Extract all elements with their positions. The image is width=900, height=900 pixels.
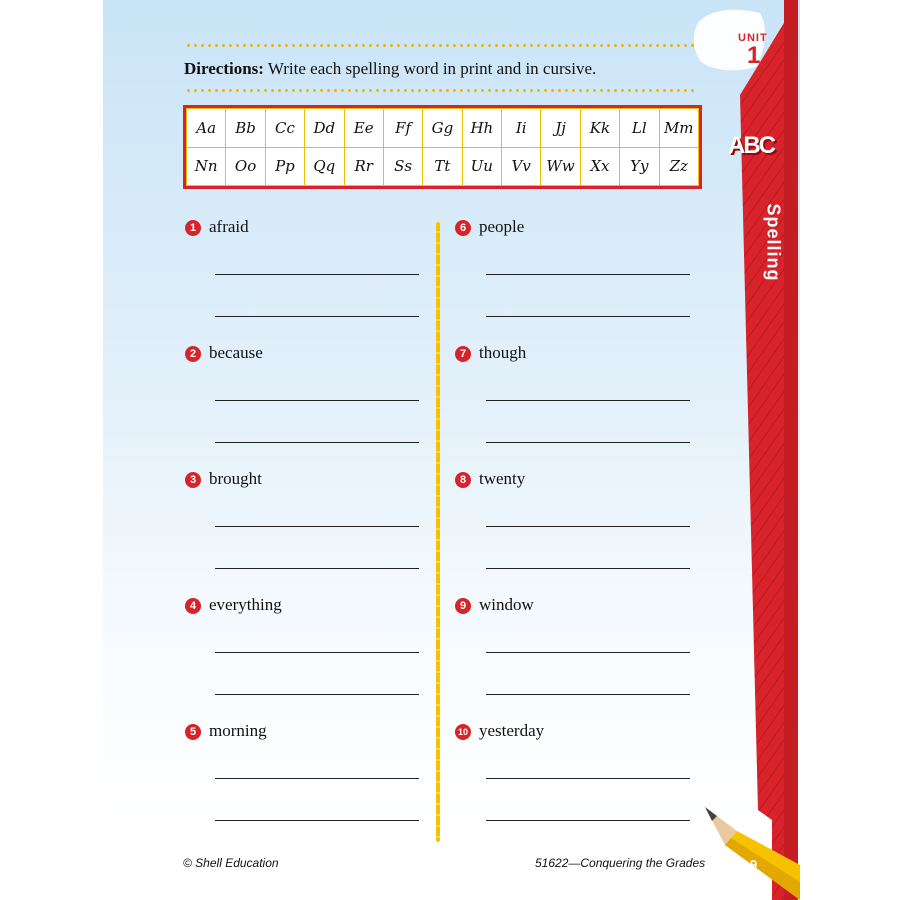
directions (184, 59, 596, 79)
alphabet-cell: Qq (305, 147, 344, 186)
cursive-writing-line[interactable] (215, 820, 419, 821)
alphabet-cell: Ll (620, 109, 659, 148)
alphabet-cell: Xx (580, 147, 619, 186)
item-number-badge: 7 (455, 346, 471, 362)
spelling-word: window (479, 595, 534, 614)
unit-number: 1 (747, 42, 761, 69)
cursive-writing-line[interactable] (486, 568, 690, 569)
alphabet-cell: Hh (462, 109, 501, 148)
alphabet-cell: Mm (659, 109, 699, 148)
item-number-badge: 1 (185, 220, 201, 236)
alphabet-cell: Zz (659, 147, 699, 186)
spelling-word: because (209, 343, 263, 362)
cursive-writing-line[interactable] (215, 442, 419, 443)
alphabet-cell: Uu (462, 147, 501, 186)
spelling-word: everything (209, 595, 282, 614)
item-number-badge: 8 (455, 472, 471, 488)
alphabet-row-2 (187, 147, 699, 186)
cursive-writing-line[interactable] (486, 316, 690, 317)
abc-icon: ABC (728, 132, 774, 159)
footer-copyright: © Shell Education (183, 856, 279, 870)
print-writing-line[interactable] (215, 526, 419, 527)
print-writing-line[interactable] (486, 526, 690, 527)
alphabet-cell: Oo (226, 147, 265, 186)
cursive-writing-line[interactable] (215, 316, 419, 317)
spelling-word: afraid (209, 217, 249, 236)
alphabet-cell: Bb (226, 109, 265, 148)
spelling-word: yesterday (479, 721, 545, 740)
item-number-badge: 10 (455, 724, 471, 740)
spelling-word: morning (209, 721, 267, 740)
print-writing-line[interactable] (215, 652, 419, 653)
spelling-word: though (479, 343, 527, 362)
section-label: Spelling (763, 203, 784, 282)
alphabet-cell: Ii (502, 109, 541, 148)
alphabet-row-1 (187, 109, 699, 148)
print-writing-line[interactable] (215, 778, 419, 779)
unit-label: UNIT (738, 32, 768, 44)
alphabet-cell: Ff (383, 109, 422, 148)
print-writing-line[interactable] (486, 274, 690, 275)
item-number-badge: 2 (185, 346, 201, 362)
item-number-badge: 3 (185, 472, 201, 488)
alphabet-cell: Yy (620, 147, 659, 186)
alphabet-cell: Ss (383, 147, 422, 186)
print-writing-line[interactable] (486, 778, 690, 779)
alphabet-cell: Rr (344, 147, 383, 186)
alphabet-cell: Kk (580, 109, 619, 148)
alphabet-cell: Tt (423, 147, 462, 186)
print-writing-line[interactable] (486, 652, 690, 653)
cursive-writing-line[interactable] (486, 694, 690, 695)
page-number: 9 (750, 857, 758, 872)
alphabet-cell: Cc (265, 109, 304, 148)
item-number-badge: 9 (455, 598, 471, 614)
cursive-writing-line[interactable] (215, 694, 419, 695)
print-writing-line[interactable] (215, 400, 419, 401)
print-writing-line[interactable] (486, 400, 690, 401)
footer-book-title: 51622—Conquering the Grades (535, 856, 706, 870)
dotted-divider-bottom (185, 89, 695, 92)
alphabet-cell: Ww (541, 147, 580, 186)
dotted-divider-top (185, 44, 695, 47)
pencil-icon (705, 805, 800, 900)
print-writing-line[interactable] (215, 274, 419, 275)
alphabet-cell: Aa (187, 109, 226, 148)
directions-label: Directions: (184, 59, 264, 78)
alphabet-cell: Gg (423, 109, 462, 148)
alphabet-cell: Vv (502, 147, 541, 186)
alphabet-cell: Nn (187, 147, 226, 186)
item-number-badge: 5 (185, 724, 201, 740)
item-number-badge: 4 (185, 598, 201, 614)
cursive-writing-line[interactable] (486, 442, 690, 443)
item-number-badge: 6 (455, 220, 471, 236)
spelling-word: people (479, 217, 525, 236)
column-divider-pencil-line (436, 222, 440, 842)
spelling-word: brought (209, 469, 262, 488)
directions-text: Write each spelling word in print and in cursive. (263, 59, 597, 78)
spelling-word: twenty (479, 469, 526, 488)
alphabet-cell: Ee (344, 109, 383, 148)
cursive-writing-line[interactable] (215, 568, 419, 569)
alphabet-cell: Jj (541, 109, 580, 148)
alphabet-cell: Pp (265, 147, 304, 186)
cursive-alphabet-chart (183, 105, 702, 189)
alphabet-cell: Dd (305, 109, 344, 148)
cursive-writing-line[interactable] (486, 820, 690, 821)
